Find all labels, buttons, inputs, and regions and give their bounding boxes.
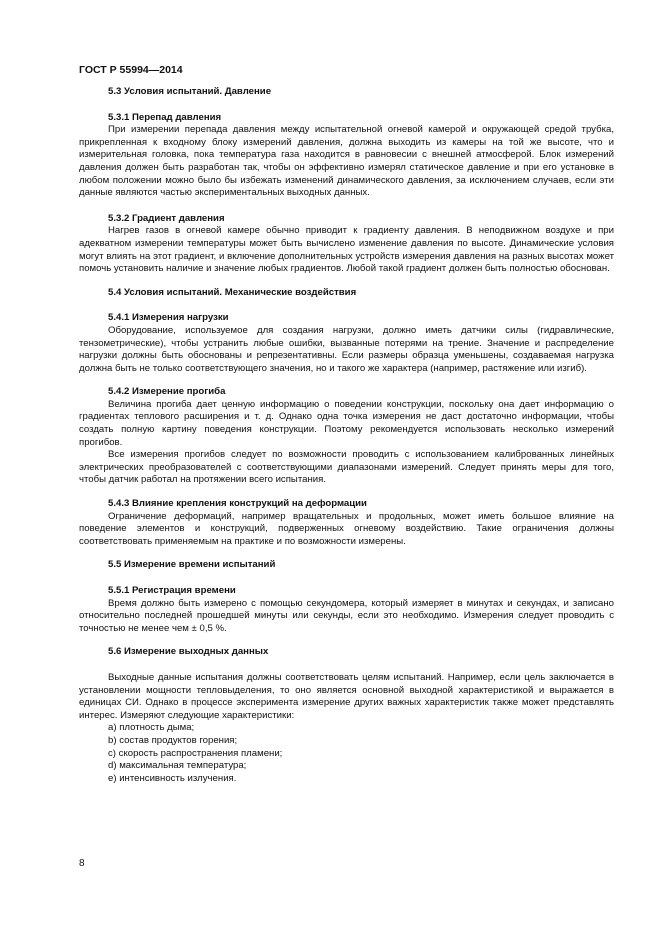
list-item: с) скорость распространения пламени; <box>108 747 283 759</box>
list-item: е) интенсивность излучения. <box>108 772 237 784</box>
paragraph: Нагрев газов в огневой камере обычно приводит к градиенту давления. В неподвижном воздухе и при адекватном измерении температуры может быть вычислено изменение давления по высоте. Динамические условия могут влиять на этот градиент, и включение дополнительных устройств измерения давления на разных высотах может помочь установить наличие и значение любых градиентов. Любой такой градиент должен быть полностью обоснован. <box>79 225 614 275</box>
paragraph: Ограничение деформаций, например вращательных и продольных, может иметь большое влияние на поведение элементов и конструкций, подверженных огневому воздействию. Такие ограничения должны соответствовать применяемым на практике и по возможности измерены. <box>79 510 614 547</box>
subsection-heading-5-4-3: 5.4.3 Влияние крепления конструкций на деформации <box>108 498 367 510</box>
document-body <box>79 86 614 785</box>
standard-code: ГОСТ Р 55994—2014 <box>79 64 183 76</box>
paragraph: Оборудование, используемое для создания нагрузки, должно иметь датчики силы (гидравлические, тензометрические), чтобы устранить любые ошибки, вызванные потерями на трение. Значение и распределение нагрузки должны быть обоснованы и репрезентативны. Если размеры образца уменьшены, создаваемая нагрузка должна быть не только соответствующего значения, но и такого же характера (например, растяжение или изгиб). <box>79 324 614 374</box>
subsection-heading-5-5-1: 5.5.1 Регистрация времени <box>108 585 236 596</box>
paragraph: Время должно быть измерено с помощью секундомера, который измеряет в минутах и секундах, и записано относительно последней прошедшей минуты или секунды, если это необходимо. Измерения следует проводить с точностью не менее чем ± 0,5 %. <box>79 597 614 634</box>
paragraph: Величина прогиба дает ценную информацию о поведении конструкции, поскольку она дает информацию о градиентах теплового расширения и т. д. Однако одна точка измерения не даст достаточно информации, чтобы создать полную картину поведения конструкции. Поэтому рекомендуется использовать несколько измерений прогибов. <box>79 398 614 448</box>
paragraph: При измерении перепада давления между испытательной огневой камерой и окружающей средой трубка, прикрепленная к входному блоку измерений давления, должна выходить из камеры на той же высоте, что и измерительная головка, пока температура газа находится в равновесии с внешней атмосферой. Блок измерений давления должен быть разработан так, чтобы он эффективно измерял статическое давление и при его установке в любом положении можно было бы избежать изменений динамического давления, за исключением случаев, если эти данные являются частью экспериментальных выходных данных. <box>79 124 614 199</box>
page-number: 8 <box>79 858 85 869</box>
subsection-heading-5-4-1: 5.4.1 Измерения нагрузки <box>108 312 229 324</box>
subsection-heading-5-3-2: 5.3.2 Градиент давления <box>108 212 225 224</box>
list-item: d) максимальная температура; <box>108 760 247 772</box>
section-heading-5-4: 5.4 Условия испытаний. Механические воздействия <box>108 286 357 298</box>
section-heading-5-5: 5.5 Измерение времени испытаний <box>108 559 276 571</box>
section-heading-5-6: 5.6 Измерение выходных данных <box>108 646 269 658</box>
subsection-heading-5-4-2: 5.4.2 Измерение прогиба <box>108 386 226 398</box>
list-item: b) состав продуктов горения; <box>108 734 238 746</box>
subsection-heading-5-3-1: 5.3.1 Перепад давления <box>108 111 222 123</box>
paragraph: Все измерения прогибов следует по возможности проводить с использованием калиброванных линейных электрических преобразователей с соответствующими диапазонами измерений. Следует принять меры для того, чтобы датчик работал на протяжении всего испытания. <box>79 449 614 486</box>
section-heading-5-3: 5.3 Условия испытаний. Давление <box>108 86 272 97</box>
list-item: а) плотность дыма; <box>108 722 195 734</box>
paragraph: Выходные данные испытания должны соответствовать целям испытаний. Например, если цель заключается в установлении мощности тепловыделения, то оно является основной выходной характеристикой и выражается в единицах СИ. Однако в процессе эксперимента измерение других важных характеристик также может представлять интерес. Измеряют следующие характеристики: <box>79 671 614 721</box>
